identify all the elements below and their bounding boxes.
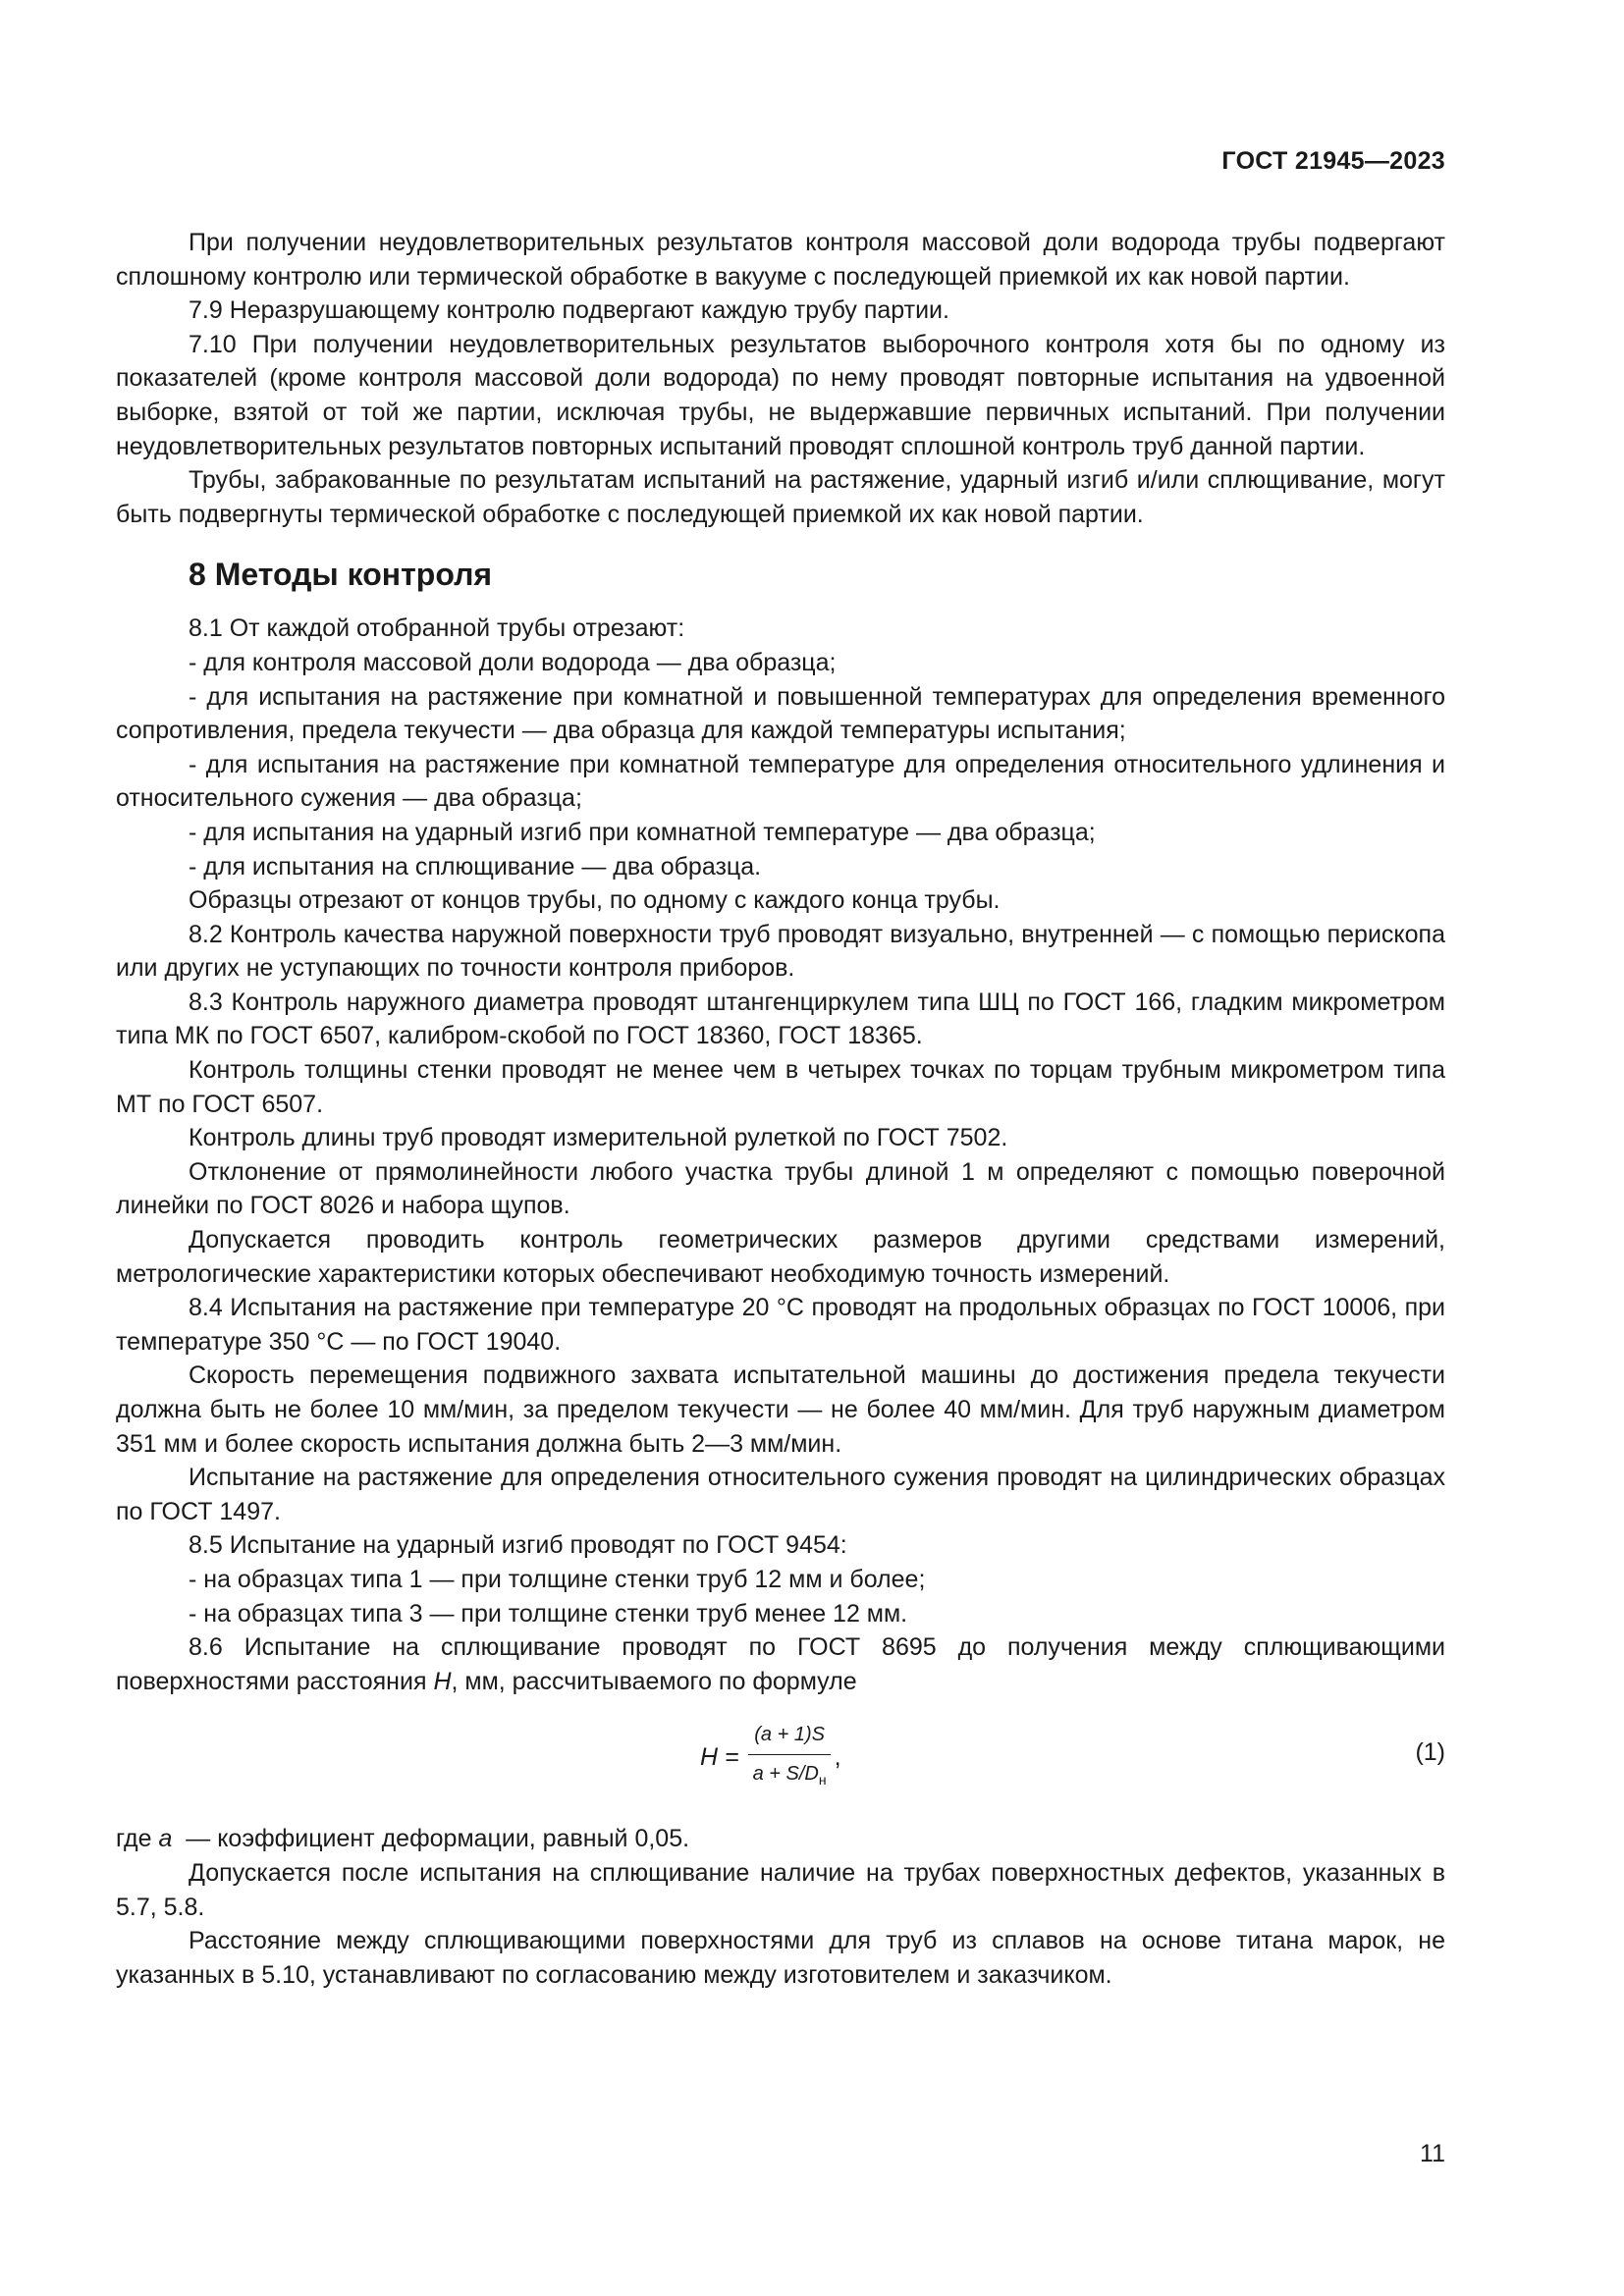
paragraph-8-2: 8.2 Контроль качества наружной поверхности труб проводят визуально, внутренней — с помощью перископа или других не уступающих по точности контроля приборов. — [116, 920, 1445, 983]
paragraph-other-means: Допускается проводить контроль геометрических размеров другими средствами измерений, метрологические характеристики которых обеспечивают необходимую точность измерений. — [116, 1226, 1445, 1288]
paragraph-flattening-distance: Расстояние между сплющивающими поверхностями для труб из сплавов на основе титана марок, не указанных в 5.10, устанавливают по согласованию между изготовителем и заказчиком. — [116, 1927, 1445, 1989]
formula-denominator — [747, 1755, 833, 1797]
paragraph-grip-speed: Скорость перемещения подвижного захвата испытательной машины до достижения предела текучести должна быть не более 10 мм/мин, за пределом текучести — не более 40 мм/мин. Для труб наружным диаметром 351 мм и более скорость испытания должна быть 2—3 мм/мин. — [116, 1362, 1445, 1458]
where-prefix: где — [116, 1825, 152, 1853]
paragraph-8-6 — [116, 1630, 1445, 1698]
paragraph-cylindrical-samples: Испытание на растяжение для определения относительного сужения проводят на цилиндрических образцах по ГОСТ 1497. — [116, 1464, 1445, 1525]
document-code-header: ГОСТ 21945—2023 — [1221, 147, 1445, 175]
paragraph-8-6-text: 8.6 Испытание на сплющивание проводят по ГОСТ 8695 до получения между сплющивающими поверхностями расстояния — [116, 1633, 1445, 1695]
formula-comma: , — [834, 1743, 841, 1772]
list-item: - на образцах типа 1 — при толщине стенки труб 12 мм и более; — [189, 1565, 926, 1593]
paragraph-rejected-pipes: Трубы, забракованные по результатам испытаний на растяжение, ударный изгиб и/или сплющивание, могут быть подвергнуты термической обработке с последующей приемкой их как новой партии. — [116, 466, 1445, 528]
formula-lhs: H = — [700, 1743, 739, 1772]
list-item: - для испытания на растяжение при комнатной температуре для определения относительного удлинения и относительного сужения — два образца; — [116, 750, 1445, 813]
paragraph-where — [116, 1822, 1445, 1856]
paragraph-8-1: 8.1 От каждой отобранной трубы отрезают: — [189, 614, 685, 643]
paragraph-8-4: 8.4 Испытания на растяжение при температуре 20 °С проводят на продольных образцах по ГОСТ 10006, при температуре 350 °С — по ГОСТ 19040. — [116, 1294, 1445, 1356]
variable-h: H — [433, 1667, 452, 1695]
equation-number: (1) — [1415, 1738, 1445, 1767]
formula-row — [116, 1706, 1445, 1822]
page-number: 11 — [1420, 2140, 1445, 2167]
paragraph-8-6-tail: , мм, рассчитываемого по формуле — [451, 1667, 857, 1695]
formula-denominator-main: a + S/D — [752, 1762, 819, 1785]
where-definition: — коэффициент деформации, равный 0,05. — [186, 1825, 690, 1853]
paragraph-hydrogen-control: При получении неудовлетворительных результатов контроля массовой доли водорода трубы подвергают сплошному контролю или термической обработке в вакууме с последующей приемкой их как новой партии. — [116, 229, 1445, 291]
flattening-formula — [700, 1718, 841, 1796]
list-item: - для испытания на растяжение при комнатной и повышенной температурах для определения временного сопротивления, предела текучести — два образца для каждой температуры испытания; — [116, 682, 1445, 745]
formula-denominator-subscript: н — [818, 1771, 827, 1788]
list-item: - для контроля массовой доли водорода — два образца; — [189, 648, 837, 676]
formula-numerator: (a + 1)S — [748, 1718, 831, 1755]
list-item: - для испытания на ударный изгиб при комнатной температуре — два образца; — [189, 818, 1096, 846]
paragraph-straightness: Отклонение от прямолинейности любого участка трубы длиной 1 м определяют с помощью поверочной линейки по ГОСТ 8026 и набора щупов. — [116, 1157, 1445, 1220]
formula-fraction — [747, 1718, 833, 1796]
paragraph-surface-defects: Допускается после испытания на сплющивание наличие на трубах поверхностных дефектов, указанных в 5.7, 5.8. — [116, 1858, 1445, 1921]
list-item: - на образцах типа 3 — при толщине стенки труб менее 12 мм. — [189, 1599, 908, 1628]
paragraph-samples-cut: Образцы отрезают от концов трубы, по одному с каждого конца трубы. — [189, 886, 1001, 915]
paragraph-wall-thickness: Контроль толщины стенки проводят не менее чем в четырех точках по торцам трубным микрометром типа МТ по ГОСТ 6507. — [116, 1056, 1445, 1118]
paragraph-7-9: 7.9 Неразрушающему контролю подвергают каждую трубу партии. — [189, 296, 949, 325]
variable-a: a — [158, 1825, 173, 1853]
paragraph-8-5: 8.5 Испытание на ударный изгиб проводят по ГОСТ 9454: — [189, 1531, 847, 1560]
paragraph-length-control: Контроль длины труб проводят измерительной рулеткой по ГОСТ 7502. — [189, 1124, 1008, 1152]
section-heading-8: 8 Методы контроля — [189, 557, 493, 593]
paragraph-7-10: 7.10 При получении неудовлетворительных результатов выборочного контроля хотя бы по одному из показателей (кроме контроля массовой доли водорода) по нему проводят повторные испытания на удвоенной выборке, взятой от той же партии, исключая трубы, не выдержавшие первичных испытаний. При получении неудовлетворительных результатов повторных испытаний проводят сплошной контроль труб данной партии. — [116, 330, 1445, 460]
paragraph-8-3: 8.3 Контроль наружного диаметра проводят штангенциркулем типа ШЦ по ГОСТ 166, гладким микрометром типа МК по ГОСТ 6507, калибром-скобой по ГОСТ 18360, ГОСТ 18365. — [116, 988, 1445, 1050]
list-item: - для испытания на сплющивание — два образца. — [189, 852, 762, 881]
document-body — [116, 226, 1445, 1992]
